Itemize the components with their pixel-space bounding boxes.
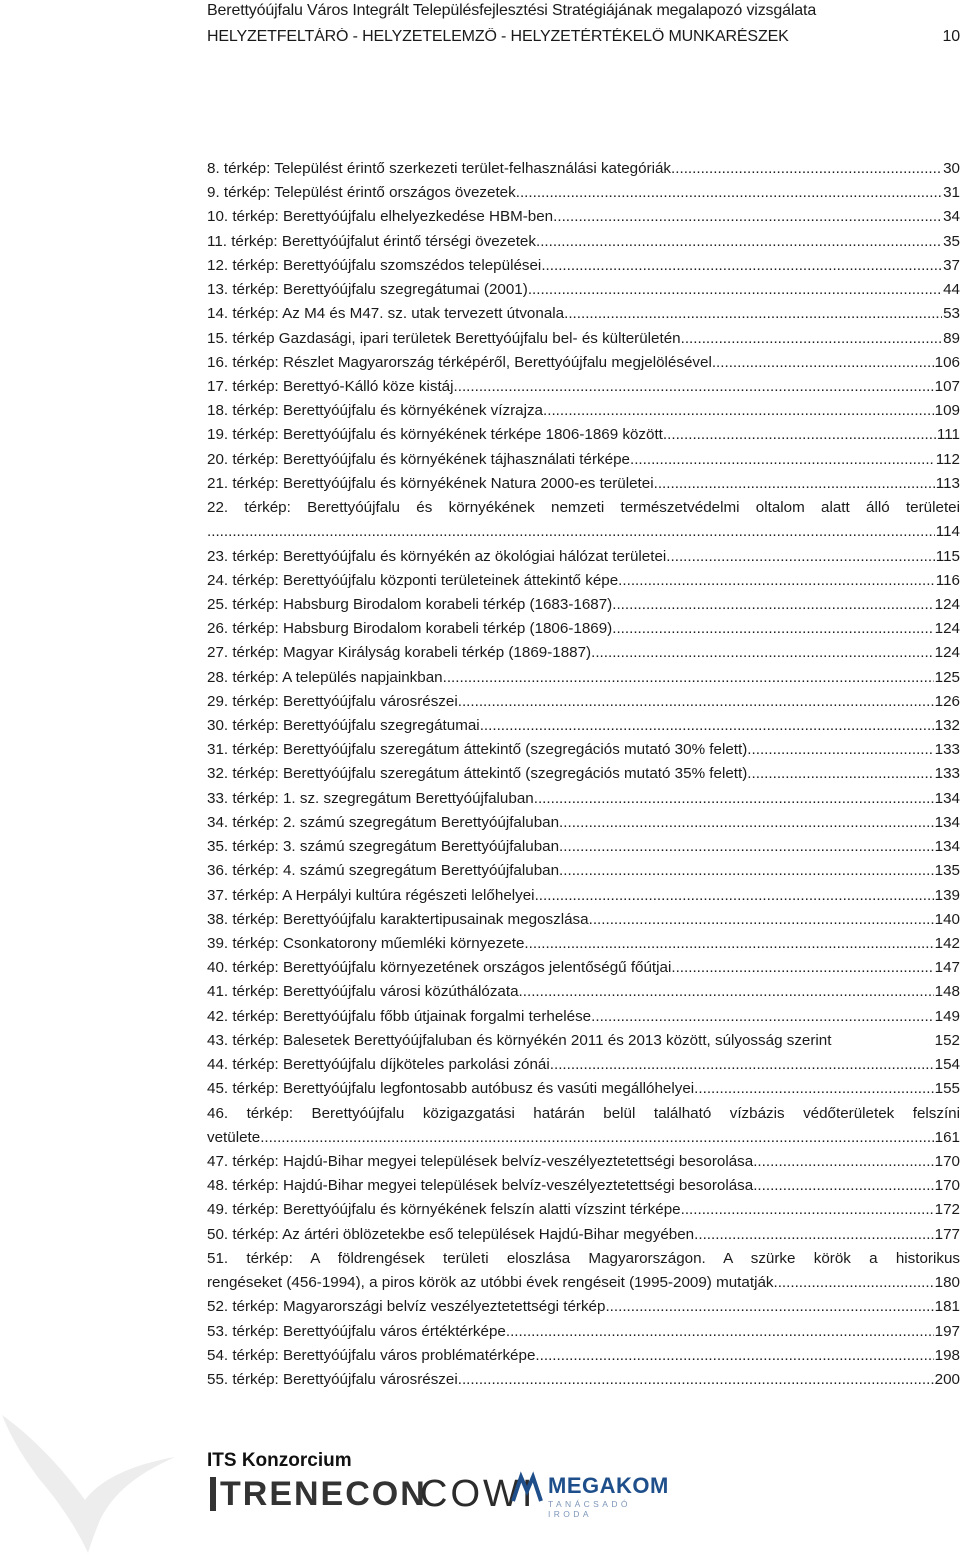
- footer: [0, 1395, 960, 1555]
- toc-entry[interactable]: [207, 1005, 960, 1029]
- toc-entry[interactable]: [207, 399, 960, 423]
- toc-page-number: 142: [934, 935, 960, 952]
- toc-page-number: 111: [936, 426, 960, 444]
- toc-entry-title: 22. térkép: Berettyóújfalu és környékének nemzeti természetvédelmi oltalom alatt álló területei: [207, 499, 960, 517]
- toc-entry-title: 45. térkép: Berettyóújfalu legfontosabb autóbusz és vasúti megállóhelyei: [207, 1080, 695, 1098]
- toc-page-number: 107: [934, 377, 960, 395]
- toc-entry-title: 32. térkép: Berettyóújfalu szeregátum áttekintő (szegregációs mutató 35% felett): [207, 765, 748, 783]
- toc-page-number: 34: [943, 208, 960, 226]
- toc-entry[interactable]: [207, 1150, 960, 1174]
- toc-entry[interactable]: [207, 593, 960, 617]
- toc-leader: [612, 593, 933, 617]
- toc-entry[interactable]: [207, 884, 960, 908]
- toc-entry[interactable]: [207, 496, 960, 544]
- toc-entry[interactable]: [207, 472, 960, 496]
- toc-leader: [458, 690, 934, 714]
- toc-entry[interactable]: [207, 448, 960, 472]
- toc-entry-title: 27. térkép: Magyar Királyság korabeli térkép (1869-1887): [207, 644, 592, 662]
- toc-entry-title: 51. térkép: A földrengések területi eloszlása Magyarországon. A szürke körök a historikus: [207, 1249, 960, 1267]
- toc-leader: [778, 1271, 934, 1295]
- toc-leader: [753, 1150, 933, 1174]
- toc-page-number: 112: [935, 450, 960, 468]
- header-subtitle: [207, 28, 960, 54]
- toc-entry-title: 11. térkép: Berettyóújfalut érintő térségi övezetek: [207, 232, 536, 250]
- toc-entry[interactable]: [207, 1368, 960, 1392]
- toc-entry[interactable]: [207, 1077, 960, 1101]
- toc-leader: [524, 932, 933, 956]
- toc-entry[interactable]: [207, 859, 960, 883]
- toc-entry-title: 30. térkép: Berettyóújfalu szegregátumai: [207, 717, 480, 735]
- toc-leader: [630, 448, 935, 472]
- toc-leader: [681, 327, 942, 351]
- toc-entry-title: 31. térkép: Berettyóújfalu szeregátum áttekintő (szegregációs mutató 30% felett): [207, 741, 748, 759]
- toc-entry[interactable]: [207, 835, 960, 859]
- toc-entry-title: 25. térkép: Habsburg Birodalom korabeli térkép (1683-1687): [207, 595, 613, 613]
- toc-entry-title: 39. térkép: Csonkatorony műemléki környezete: [207, 935, 525, 952]
- toc-page-number: 113: [935, 474, 960, 492]
- toc-entry-title: 48. térkép: Hajdú-Bihar megyei települések belvíz-veszélyeztetettségi besorolása: [207, 1177, 754, 1195]
- page-header: [207, 2, 960, 54]
- toc-page-number: 106: [934, 353, 960, 371]
- toc-entry[interactable]: [207, 1247, 960, 1295]
- toc-leader: [443, 666, 934, 690]
- toc-entry[interactable]: [207, 666, 960, 690]
- toc-leader: [654, 472, 935, 496]
- toc-entry-title: 37. térkép: A Herpályi kultúra régészeti lelőhelyei: [207, 886, 535, 904]
- toc-page-number: 114: [935, 523, 960, 541]
- toc-entry[interactable]: [207, 956, 960, 980]
- toc-entry[interactable]: [207, 205, 960, 229]
- toc-entry-title-cont: vetülete: [207, 1128, 261, 1146]
- toc-entry-title: 24. térkép: Berettyóújfalu központi területeinek áttekintő képe: [207, 571, 619, 589]
- toc-page-number: 181: [934, 1298, 960, 1316]
- toc-entry[interactable]: [207, 1102, 960, 1150]
- toc-entry[interactable]: [207, 762, 960, 786]
- toc-entry[interactable]: [207, 351, 960, 375]
- toc-entry-title: 52. térkép: Magyarországi belvíz veszélyeztetettségi térkép: [207, 1298, 606, 1316]
- toc-entry-title: 41. térkép: Berettyóújfalu városi közúthálózata: [207, 983, 519, 1001]
- toc-page-number: 37: [943, 256, 960, 274]
- toc-leader: [260, 1126, 933, 1150]
- toc-leader: [454, 375, 934, 399]
- toc-page-number: 132: [934, 717, 960, 735]
- toc-entry-title: 40. térkép: Berettyóújfalu környezetének országos jelentőségű főútjai: [207, 959, 672, 977]
- toc-leader: [559, 835, 934, 859]
- toc-entry-title: 29. térkép: Berettyóújfalu városrészei: [207, 692, 458, 710]
- toc-page-number: 30: [943, 160, 960, 177]
- header-subtitle-text: HELYZETFELTÁRÓ - HELYZETELEMZŐ - HELYZETÉRTÉKELŐ MUNKARÉSZEK: [207, 28, 789, 45]
- toc-page-number: 155: [934, 1080, 960, 1098]
- toc-entry-title: 26. térkép: Habsburg Birodalom korabeli térkép (1806-1869): [207, 620, 613, 638]
- toc-entry-title: 38. térkép: Berettyóújfalu karaktertipusainak megoszlása: [207, 910, 589, 928]
- toc-entry-title: 20. térkép: Berettyóújfalu és környékének tájhasználati térképe: [207, 450, 630, 468]
- page-number: 10: [942, 28, 960, 45]
- toc-entry-title: 42. térkép: Berettyóújfalu főbb útjainak forgalmi terhelése: [207, 1007, 592, 1025]
- toc-leader: [541, 254, 942, 278]
- toc-leader: [550, 1053, 934, 1077]
- toc-entry[interactable]: [207, 1198, 960, 1222]
- toc-entry-title: 53. térkép: Berettyóújfalu város értéktérképe: [207, 1322, 506, 1340]
- toc-leader: [553, 205, 942, 229]
- toc-page-number: 197: [934, 1322, 960, 1340]
- toc-leader: [458, 1368, 934, 1392]
- toc-leader: [618, 569, 935, 593]
- toc-entry-title: 36. térkép: 4. számú szegregátum Berettyóújfaluban: [207, 862, 560, 880]
- toc-page-number: 126: [934, 692, 960, 710]
- toc-leader: [528, 278, 942, 302]
- toc-entry-title: 35. térkép: 3. számú szegregátum Berettyóújfaluban: [207, 838, 560, 856]
- toc-entry[interactable]: [207, 738, 960, 762]
- toc-page-number: 140: [934, 910, 960, 928]
- toc-entry-title: 15. térkép Gazdasági, ipari területek Berettyóújfalu bel- és külterületén: [207, 329, 681, 347]
- toc-entry[interactable]: [207, 375, 960, 399]
- megakom-logo: MEGAKOM TANÁCSADÓ IRODA: [510, 1467, 640, 1517]
- toc-page-number: 89: [943, 329, 960, 347]
- toc-page-number: 125: [934, 668, 960, 686]
- toc-leader: [519, 980, 934, 1004]
- toc-leader: [694, 1077, 934, 1101]
- toc-leader: [506, 1320, 934, 1344]
- toc-leader: [671, 956, 933, 980]
- toc-entry-title: 23. térkép: Berettyóújfalu és környékén az ökológiai hálózat területei: [207, 547, 667, 565]
- toc-entry-title: 33. térkép: 1. sz. szegregátum Berettyóújfaluban: [207, 789, 534, 807]
- toc-page-number: 180: [934, 1274, 960, 1292]
- toc-entry-title: 16. térkép: Részlet Magyarország térképéről, Berettyóújfalu megjelölésével: [207, 353, 712, 371]
- toc-page-number: 134: [934, 789, 960, 807]
- toc-leader: [712, 351, 934, 375]
- toc-entry-title: 12. térkép: Berettyóújfalu szomszédos települései: [207, 256, 542, 274]
- toc-leader: [564, 302, 942, 326]
- consortium-name: ITS Konzorcium: [207, 1450, 352, 1471]
- megakom-mark-icon: [510, 1471, 544, 1505]
- toc-page-number: 31: [943, 184, 960, 202]
- toc-page-number: 161: [934, 1128, 960, 1146]
- toc-page-number: 133: [934, 741, 960, 759]
- toc-entry[interactable]: [207, 1174, 960, 1198]
- header-title: [207, 2, 960, 28]
- toc-page-number: 133: [934, 765, 960, 783]
- toc-leader: [543, 399, 934, 423]
- toc-entry-title: 47. térkép: Hajdú-Bihar megyei települések belvíz-veszélyeztetettségi besorolása: [207, 1152, 754, 1170]
- toc-entry[interactable]: [207, 908, 960, 932]
- toc-leader: [559, 811, 934, 835]
- toc-leader: [671, 157, 942, 181]
- toc-page-number: 134: [934, 838, 960, 856]
- toc-page-number: 116: [935, 571, 960, 589]
- toc-leader: [535, 1344, 933, 1368]
- toc-page-number: 124: [934, 644, 960, 662]
- toc-leader: [591, 1005, 934, 1029]
- bird-watermark-icon: [0, 1395, 200, 1555]
- toc-entry-title: 9. térkép: Települést érintő országos övezetek: [207, 184, 516, 202]
- toc-page-number: 135: [934, 862, 960, 880]
- table-of-figures: [207, 157, 960, 1392]
- toc-entry-title: 8. térkép: Települést érintő szerkezeti terület-felhasználási kategóriák: [207, 160, 672, 177]
- toc-page-number: 147: [934, 959, 960, 977]
- toc-entry[interactable]: [207, 254, 960, 278]
- toc-page-number: 139: [934, 886, 960, 904]
- toc-page-number: 200: [934, 1370, 960, 1388]
- toc-leader: [605, 1295, 933, 1319]
- toc-leader: [612, 617, 933, 641]
- toc-entry-title: 17. térkép: Berettyó-Kálló köze kistáj: [207, 377, 454, 395]
- toc-leader: [747, 738, 933, 762]
- toc-page-number: 124: [934, 620, 960, 638]
- toc-entry[interactable]: [207, 327, 960, 351]
- toc-entry-title: 18. térkép: Berettyóújfalu és környékének vízrajza: [207, 402, 543, 420]
- toc-entry[interactable]: [207, 932, 960, 956]
- toc-leader: [591, 641, 934, 665]
- toc-page-number: 152: [934, 1031, 960, 1049]
- toc-entry-title: 54. térkép: Berettyóújfalu város problématérképe: [207, 1346, 536, 1364]
- toc-entry[interactable]: [207, 1295, 960, 1319]
- toc-leader: [516, 181, 942, 205]
- toc-leader: [534, 787, 934, 811]
- toc-leader: [207, 520, 935, 544]
- toc-entry[interactable]: [207, 714, 960, 738]
- toc-entry[interactable]: [207, 181, 960, 205]
- toc-entry-title: 44. térkép: Berettyóújfalu díjköteles parkolási zónái: [207, 1056, 550, 1074]
- toc-entry[interactable]: [207, 1029, 960, 1053]
- toc-entry-title: 19. térkép: Berettyóújfalu és környékének térképe 1806-1869 között: [207, 426, 663, 444]
- toc-entry[interactable]: [207, 617, 960, 641]
- toc-leader: [694, 1223, 934, 1247]
- toc-entry[interactable]: [207, 641, 960, 665]
- toc-leader: [480, 714, 934, 738]
- toc-leader: [666, 545, 935, 569]
- toc-entry[interactable]: [207, 423, 960, 447]
- toc-entry[interactable]: [207, 690, 960, 714]
- toc-page-number: 170: [934, 1152, 960, 1170]
- toc-page-number: 109: [934, 402, 960, 420]
- toc-page-number: 149: [934, 1007, 960, 1025]
- toc-page-number: 134: [934, 813, 960, 831]
- toc-entry[interactable]: [207, 302, 960, 326]
- toc-page-number: 170: [934, 1177, 960, 1195]
- trenecon-logo: TRENECON: [210, 1475, 427, 1514]
- toc-entry-title: 49. térkép: Berettyóújfalu és környékének felszín alatti vízszint térképe: [207, 1201, 681, 1219]
- toc-leader: [559, 859, 934, 883]
- toc-entry-title: 13. térkép: Berettyóújfalu szegregátumai (2001): [207, 281, 528, 299]
- toc-entry[interactable]: [207, 980, 960, 1004]
- toc-entry[interactable]: [207, 230, 960, 254]
- toc-entry[interactable]: [207, 811, 960, 835]
- toc-entry[interactable]: [207, 1320, 960, 1344]
- toc-leader: [536, 230, 942, 254]
- toc-page-number: 177: [934, 1225, 960, 1243]
- cowi-logo: COWI: [420, 1473, 536, 1515]
- toc-page-number: 198: [934, 1346, 960, 1364]
- toc-page-number: 115: [935, 547, 960, 565]
- toc-page-number: 44: [943, 281, 960, 299]
- toc-page-number: 124: [934, 595, 960, 613]
- toc-leader: [663, 423, 936, 447]
- toc-leader: [535, 884, 934, 908]
- toc-page-number: 148: [934, 983, 960, 1001]
- toc-page-number: 172: [934, 1201, 960, 1219]
- toc-entry-title: 21. térkép: Berettyóújfalu és környékének Natura 2000-es területei: [207, 474, 654, 492]
- toc-entry-title: 50. térkép: Az ártéri öblözetekbe eső települések Hajdú-Bihar megyében: [207, 1225, 695, 1243]
- toc-leader: [681, 1198, 934, 1222]
- toc-leader: [753, 1174, 933, 1198]
- toc-entry[interactable]: [207, 569, 960, 593]
- toc-entry-title: 14. térkép: Az M4 és M47. sz. utak tervezett útvonala: [207, 305, 565, 323]
- toc-entry[interactable]: [207, 278, 960, 302]
- toc-entry-title: 28. térkép: A település napjainkban: [207, 668, 443, 686]
- toc-entry[interactable]: [207, 1053, 960, 1077]
- toc-entry[interactable]: [207, 157, 960, 181]
- toc-leader: [589, 908, 934, 932]
- header-title-text: Berettyóújfalu Város Integrált Településfejlesztési Stratégiájának megalapozó vizsgálata: [207, 2, 817, 19]
- toc-page-number: 53: [943, 305, 960, 323]
- toc-entry[interactable]: [207, 1223, 960, 1247]
- toc-entry-title: 34. térkép: 2. számú szegregátum Berettyóújfaluban: [207, 813, 560, 831]
- toc-entry[interactable]: [207, 787, 960, 811]
- toc-leader: [747, 762, 933, 786]
- toc-page-number: 154: [934, 1056, 960, 1074]
- toc-entry-title-cont: rengéseket (456-1994), a piros körök az utóbbi évek rengéseit (1995-2009) mutatják.: [207, 1274, 778, 1292]
- toc-entry-title: 10. térkép: Berettyóújfalu elhelyezkedése HBM-ben: [207, 208, 554, 226]
- toc-entry-title: 43. térkép: Balesetek Berettyóújfaluban és környékén 2011 és 2013 között, súlyosság szerint: [207, 1031, 832, 1049]
- toc-entry[interactable]: [207, 545, 960, 569]
- toc-page-number: 35: [943, 232, 960, 250]
- toc-entry[interactable]: [207, 1344, 960, 1368]
- toc-entry-title: 55. térkép: Berettyóújfalu városrészei: [207, 1370, 458, 1388]
- toc-entry-title: 46. térkép: Berettyóújfalu közigazgatási határán belül található vízbázis védőterületek felszíni: [207, 1104, 960, 1122]
